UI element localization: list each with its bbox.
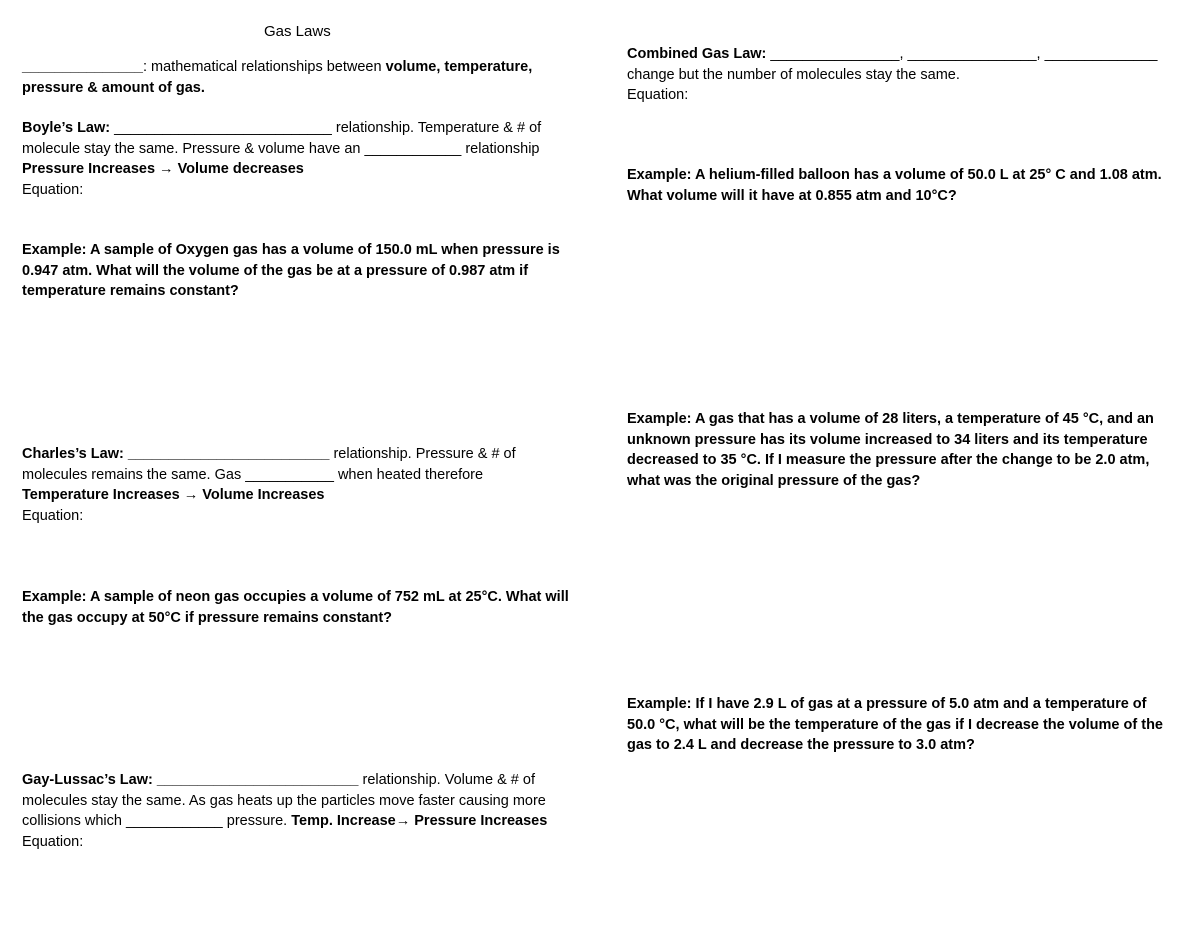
charles-law-text-1: relationship. Pressure & # of xyxy=(329,446,516,462)
boyles-law-label: Boyle’s Law: xyxy=(22,120,115,136)
gas-laws-text: : mathematical relationships between xyxy=(142,59,386,75)
charles-law-blank: _________________________ xyxy=(127,446,330,462)
charles-example-line: the gas occupy at 50°C if pressure remains constant? xyxy=(22,609,393,626)
gay-lussac-equation: Equation: xyxy=(22,833,84,850)
boyles-example-line: temperature remains constant? xyxy=(22,283,239,299)
combined-example-1-line: Example: A helium-filled balloon has a volume of 50.0 L at 25° C and 1.08 atm. xyxy=(627,167,1162,183)
gay-lussac-text-1: relationship. Volume & # of xyxy=(358,772,535,788)
charles-law-section xyxy=(22,444,582,526)
boyles-law-example xyxy=(22,240,582,302)
page-title: Gas Laws xyxy=(264,23,331,40)
charles-law-equation: Equation: xyxy=(22,507,84,524)
boyles-example-line: Example: A sample of Oxygen gas has a volume of 150.0 mL when pressure is xyxy=(22,242,560,258)
boyles-law-blank: ___________________________ xyxy=(114,120,332,136)
charles-example-line: Example: A sample of neon gas occupies a volume of 752 mL at 25°C. What will xyxy=(22,589,569,605)
gas-laws-blank: _______________ xyxy=(22,59,143,75)
boyles-law-text-2: molecule stay the same. Pressure & volume have an ____________ relationship xyxy=(22,140,540,157)
combined-example-2-line: unknown pressure has its volume increased to 34 liters and its temperature xyxy=(627,431,1148,448)
charles-law-rule: Temperature Increases → Volume Increases xyxy=(22,487,325,503)
combined-example-3 xyxy=(627,694,1182,756)
gas-laws-bold-2: pressure & amount of gas. xyxy=(22,79,205,96)
combined-example-2 xyxy=(627,409,1182,491)
gay-lussac-label: Gay-Lussac’s Law: xyxy=(22,772,157,788)
boyles-law-rule: Pressure Increases → Volume decreases xyxy=(22,161,304,177)
gas-laws-bold-1: volume, temperature, xyxy=(385,59,533,75)
combined-law-equation: Equation: xyxy=(627,87,689,103)
gay-lussac-rule: Temp. Increase→ Pressure Increases xyxy=(291,813,548,829)
boyles-example-line: 0.947 atm. What will the volume of the gas be at a pressure of 0.987 atm if xyxy=(22,262,529,279)
combined-example-1 xyxy=(627,165,1182,206)
gay-lussac-law-section xyxy=(22,770,582,852)
combined-example-2-line: decreased to 35 °C. If I measure the pressure after the change to be 2.0 atm, xyxy=(627,452,1150,468)
boyles-law-section xyxy=(22,118,582,200)
combined-example-2-line: Example: A gas that has a volume of 28 liters, a temperature of 45 °C, and an xyxy=(627,411,1154,427)
combined-example-1-line: What volume will it have at 0.855 atm and 10°C? xyxy=(627,187,957,204)
combined-example-2-line: what was the original pressure of the gas? xyxy=(627,472,921,489)
charles-law-text-2: molecules remains the same. Gas ___________ when heated therefore xyxy=(22,466,484,483)
gay-lussac-text-2: molecules stay the same. As gas heats up the particles move faster causing more xyxy=(22,792,546,809)
combined-example-3-line: Example: If I have 2.9 L of gas at a pressure of 5.0 atm and a temperature of xyxy=(627,696,1147,712)
combined-example-3-line: gas to 2.4 L and decrease the pressure to 3.0 atm? xyxy=(627,737,975,753)
boyles-law-equation: Equation: xyxy=(22,181,84,198)
gas-laws-definition xyxy=(22,57,582,98)
combined-law-blanks: ________________, ________________, ______________ xyxy=(770,46,1158,62)
combined-example-3-line: 50.0 °C, what will be the temperature of the gas if I decrease the volume of the xyxy=(627,716,1163,733)
combined-law-label: Combined Gas Law: xyxy=(627,46,771,62)
charles-law-label: Charles’s Law: xyxy=(22,446,128,462)
combined-law-text-2: change but the number of molecules stay the same. xyxy=(627,66,960,83)
combined-gas-law-section xyxy=(627,44,1182,106)
gay-lussac-text-3: collisions which ____________ pressure. xyxy=(22,813,292,829)
boyles-law-text-1: relationship. Temperature & # of xyxy=(331,120,542,136)
gay-lussac-blank: _________________________ xyxy=(156,772,359,788)
charles-law-example xyxy=(22,587,582,628)
